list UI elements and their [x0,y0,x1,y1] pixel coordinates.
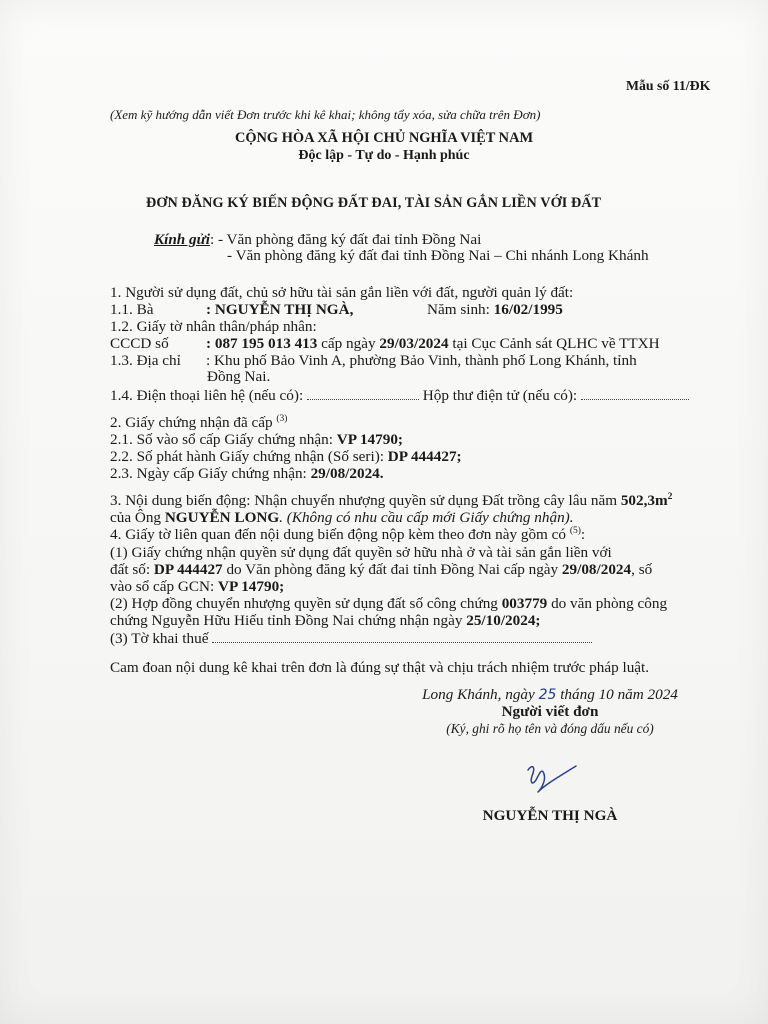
section2-heading: 2. Giấy chứng nhận đã cấp [110,414,273,431]
cccd-row [206,335,660,353]
item3-row [110,630,592,648]
item1-line-1: (1) Giấy chứng nhận quyền sử dụng đất quyền sở hữu nhà ở và tài sản gắn liền với [110,544,612,561]
entry-row [110,431,403,449]
address-line-1: : Khu phố Bảo Vinh A, phường Bảo Vinh, thành phố Long Khánh, tỉnh [206,352,637,369]
guide-note: (Xem kỹ hướng dẫn viết Đơn trước khi kê khai; không tẩy xóa, sửa chữa trên Đơn) [110,107,541,122]
name-label: 1.1. Bà [110,301,154,318]
item2-number: 003779 [501,595,548,612]
national-title: CỘNG HÒA XÃ HỘI CHỦ NGHĨA VIỆT NAM [234,130,534,146]
signer-role: Người viết đơn [501,703,599,720]
signature-mark [520,758,580,806]
section2-note: (3) [276,413,288,424]
item1-entry: VP 14790; [217,578,285,595]
change-label: 3. Nội dung biến động: Nhận chuyển nhượng quyền sử dụng Đất trồng cây lâu năm [110,492,618,509]
place-date: Long Khánh, ngày 25 tháng 10 năm 2024 [422,686,678,703]
item1-cert: DP 444427 [153,561,223,578]
change-row-2 [110,509,574,527]
address-line-2: Đồng Nai. [207,368,271,385]
recipient-office-2: - Văn phòng đăng ký đất đai tỉnh Đồng Nai – Chi nhánh Long Khánh [227,247,649,264]
change-note: . (Không có nhu cầu cấp mới Giấy chứng nhận). [279,509,574,526]
item3-blank [212,630,592,643]
change-row [110,492,672,510]
birth-row [427,301,563,319]
form-number: Mẫu số 11/ĐK [626,78,711,93]
item1-line-2: đất số: DP 444427 do Văn phòng đăng ký đất đai tỉnh Đồng Nai cấp ngày 29/08/2024, số [110,561,653,578]
serial-label: 2.2. Số phát hành Giấy chứng nhận (Số seri): [110,448,384,465]
phone-label: 1.4. Điện thoại liên hệ (nếu có): [110,387,304,404]
section1-heading: 1. Người sử dụng đất, chủ sở hữu tài sản gắn liền với đất, người quản lý đất: [110,284,574,301]
item2-line-2: chứng Nguyễn Hữu Hiếu tỉnh Đồng Nai chứng nhận ngày 25/10/2024; [110,612,541,629]
change-area: $502,3m^2$ [620,491,673,509]
item2-line-1: (2) Hợp đồng chuyển nhượng quyền sử dụng đất số công chứng 003779 do văn phòng công [110,595,668,612]
national-motto: Độc lập - Tự do - Hạnh phúc [298,148,470,163]
recipient-office-1: : - Văn phòng đăng ký đất đai tỉnh Đồng Nai [209,231,482,248]
birth-label: Năm sinh: [427,301,490,318]
cccd-issue-date: 29/03/2024 [379,335,449,352]
signer-name: NGUYỄN THỊ NGÀ [482,807,618,824]
email-label: Hộp thư điện tử (nếu có): [422,387,578,404]
section4-note: (5) [569,525,581,536]
phone-blank [307,387,419,400]
issue-date-row [110,465,384,483]
cccd-issue-place: tại Cục Cảnh sát QLHC về TTXH [452,335,660,352]
section2-heading-row [110,414,287,432]
serial-value: DP 444427; [387,448,462,465]
cccd-label: CCCD số [110,335,169,352]
commitment: Cam đoan nội dung kê khai trên đơn là đúng sự thật và chịu trách nhiệm trước pháp luật. [110,659,650,676]
from-name: NGUYỄN LONG [164,509,280,526]
cccd-issue-text: cấp ngày [321,335,376,352]
address-label: 1.3. Địa chỉ [110,352,181,369]
id-heading: 1.2. Giấy tờ nhân thân/pháp nhân: [110,318,317,335]
issue-date-value: 29/08/2024. [310,465,384,482]
name-value: : NGUYỄN THỊ NGÀ, [206,301,354,318]
email-blank [581,387,689,400]
serial-row [110,448,462,466]
birth-value: 16/02/1995 [493,301,563,318]
entry-value: VP 14790; [336,431,403,448]
section4-heading-row: 4. Giấy tờ liên quan đến nội dung biến động nộp kèm theo đơn này gồm có $^{(5)}$: [110,525,586,543]
from-text: của Ông [110,509,162,526]
item3-label: (3) Tờ khai thuế [110,630,209,647]
document-title: ĐƠN ĐĂNG KÝ BIẾN ĐỘNG ĐẤT ĐAI, TÀI SẢN GẮN LIỀN VỚI ĐẤT [146,195,602,211]
item1-date: 29/08/2024 [561,561,632,578]
contact-row [110,387,689,405]
item1-line-3: vào sổ cấp GCN: VP 14790; [110,578,285,595]
item2-date: 25/10/2024; [466,612,541,629]
cccd-value: : 087 195 013 413 [206,335,318,352]
recipient-label: Kính gửi [154,231,210,248]
signing-day: 25 [538,687,557,703]
entry-label: 2.1. Số vào sổ cấp Giấy chứng nhận: [110,431,333,448]
section4-heading: 4. Giấy tờ liên quan đến nội dung biến động nộp kèm theo đơn này gồm có [110,526,567,543]
signing-instruction: (Ký, ghi rõ họ tên và đóng dấu nếu có) [446,721,654,736]
issue-date-label: 2.3. Ngày cấp Giấy chứng nhận: [110,465,307,482]
